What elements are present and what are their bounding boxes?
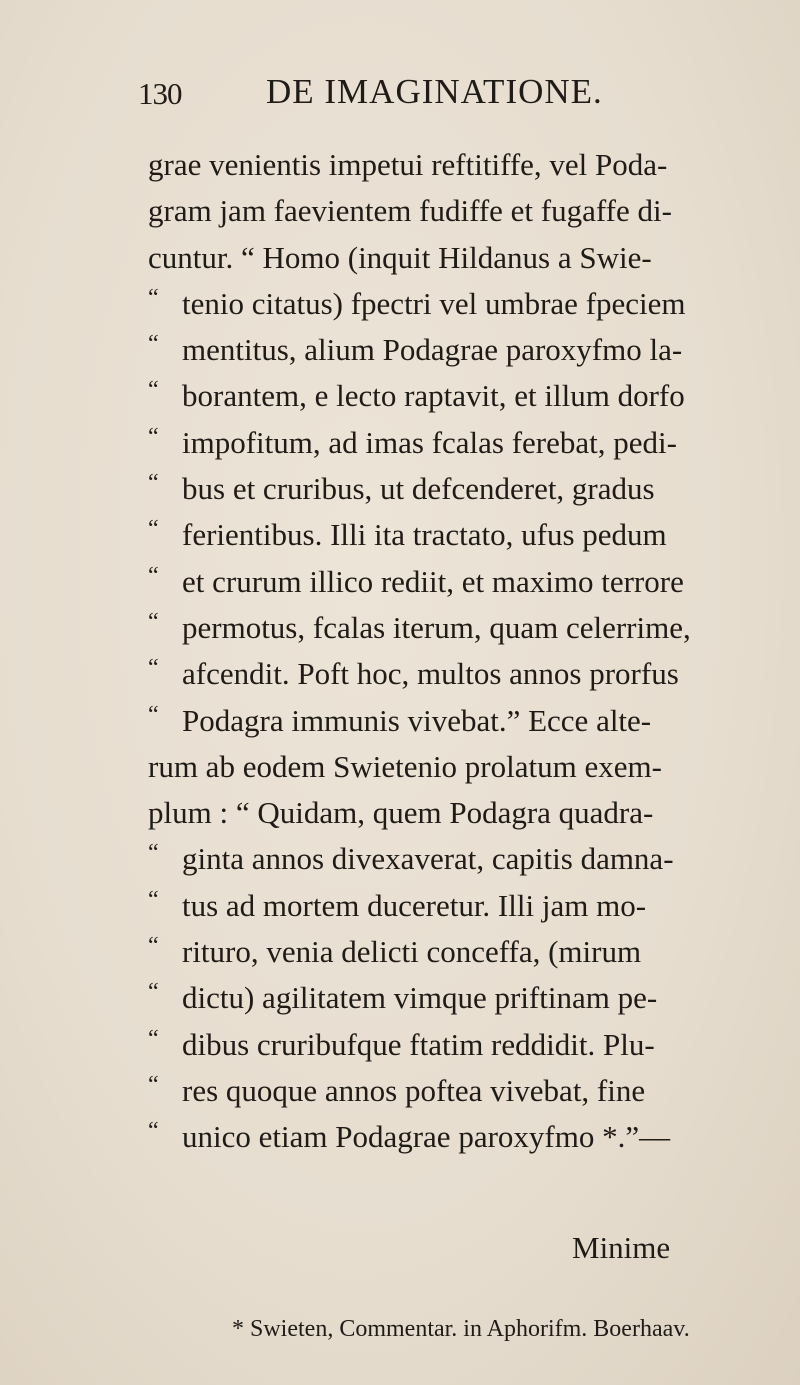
quote-mark: “ <box>148 1071 159 1098</box>
quote-mark: “ <box>148 470 159 497</box>
quote-mark: “ <box>148 886 159 913</box>
text-line: rum ab eodem Swietenio prolatum exem- <box>148 748 662 784</box>
quote-mark: “ <box>148 840 159 867</box>
quote-mark: “ <box>148 655 159 682</box>
quote-mark: “ <box>148 701 159 728</box>
quote-mark: “ <box>148 933 159 960</box>
quote-mark: “ <box>148 284 159 311</box>
text-line: “ dictu) agilitatem vimque priftinam pe- <box>148 975 788 1021</box>
text-line: “ res quoque annos poftea vivebat, fine <box>148 1068 788 1114</box>
text-line: “ borantem, e lecto raptavit, et illum dorfo <box>148 373 788 419</box>
text-line: “ tenio citatus) fpectri vel umbrae fpeciem <box>148 281 788 327</box>
text-line: “ afcendit. Poft hoc, multos annos prorfus <box>148 651 788 697</box>
text-line: cuntur. “ Homo (inquit Hildanus a Swie- <box>148 239 652 275</box>
text-line: “ rituro, venia delicti conceffa, (mirum <box>148 929 788 975</box>
catchword: Minime <box>572 1230 671 1265</box>
running-title: DE IMAGINATIONE. <box>266 72 603 111</box>
text-line: plum : “ Quidam, quem Podagra quadra- <box>148 795 654 831</box>
text-line: “ Podagra immunis vivebat.” Ecce alte- <box>148 698 788 744</box>
quote-mark: “ <box>148 377 159 404</box>
text-line: “ impofitum, ad imas fcalas ferebat, pedi- <box>148 420 788 466</box>
quote-mark: “ <box>148 1118 159 1145</box>
text-line: “ tus ad mortem duceretur. Illi jam mo- <box>148 883 788 929</box>
quote-mark: “ <box>148 562 159 589</box>
quote-mark: “ <box>148 608 159 635</box>
quote-mark: “ <box>148 1025 159 1052</box>
text-line: gram jam faevientem fudiffe et fugaffe di- <box>148 193 672 229</box>
text-line: “ et crurum illico rediit, et maximo terrore <box>148 559 788 605</box>
quote-mark: “ <box>148 331 159 358</box>
quote-mark: “ <box>148 516 159 543</box>
text-line: “ mentitus, alium Podagrae paroxyfmo la- <box>148 327 788 373</box>
page-number: 130 <box>138 76 182 111</box>
quote-mark: “ <box>148 423 159 450</box>
text-line: “ unico etiam Podagrae paroxyfmo *.”— <box>148 1114 788 1160</box>
text-line: “ dibus cruribufque ftatim reddidit. Plu- <box>148 1022 788 1068</box>
quote-mark: “ <box>148 979 159 1006</box>
text-line: “ permotus, fcalas iterum, quam celerrime, <box>148 605 788 651</box>
body-text <box>148 142 788 1161</box>
text-line: grae venientis impetui reftitiffe, vel Poda- <box>148 147 668 182</box>
text-line: “ bus et cruribus, ut defcenderet, gradus <box>148 466 788 512</box>
text-line: “ ferientibus. Illi ita tractato, ufus pedum <box>148 512 788 558</box>
text-line: “ ginta annos divexaverat, capitis damna- <box>148 836 788 882</box>
footnote: * Swieten, Commentar. in Aphorifm. Boerhaav. <box>232 1316 690 1342</box>
